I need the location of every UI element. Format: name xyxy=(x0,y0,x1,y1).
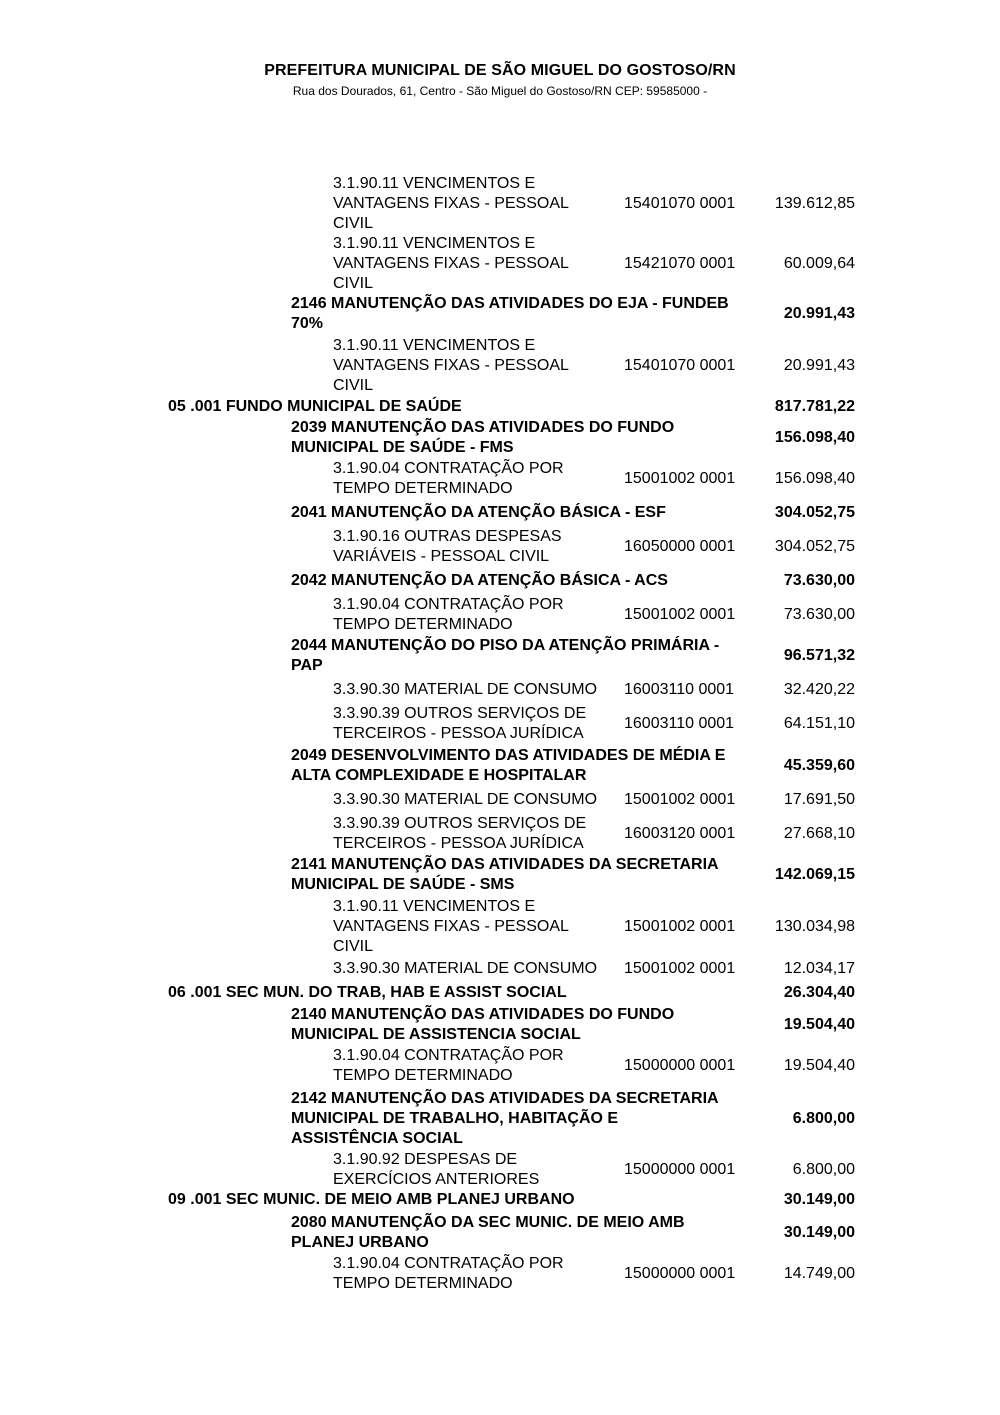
row-description: 3.1.90.04 CONTRATAÇÃO POR TEMPO DETERMINADO xyxy=(333,460,564,497)
expense-row xyxy=(0,790,1000,810)
expense-row xyxy=(0,595,1000,635)
page-title: PREFEITURA MUNICIPAL DE SÃO MIGUEL DO GOSTOSO/RN xyxy=(264,62,736,79)
expense-row xyxy=(0,704,1000,744)
action-row xyxy=(0,746,1000,786)
row-amount: 20.991,43 xyxy=(783,305,855,322)
row-description: 09 .001 SEC MUNIC. DE MEIO AMB PLANEJ URBANO xyxy=(168,1191,575,1208)
row-source: 15401070 0001 xyxy=(624,357,736,374)
expense-row xyxy=(0,459,1000,499)
row-source: 15000000 0001 xyxy=(624,1161,736,1178)
row-amount: 14.749,00 xyxy=(783,1265,855,1282)
row-amount: 156.098,40 xyxy=(774,429,855,446)
expense-row xyxy=(0,336,1000,396)
row-amount: 26.304,40 xyxy=(783,984,855,1001)
row-source: 15001002 0001 xyxy=(624,960,736,977)
row-source: 15001002 0001 xyxy=(624,918,736,935)
row-description: 2049 DESENVOLVIMENTO DAS ATIVIDADES DE MÉDIA E ALTA COMPLEXIDADE E HOSPITALAR xyxy=(291,747,726,784)
row-amount: 45.359,60 xyxy=(783,757,855,774)
row-description: 3.3.90.39 OUTROS SERVIÇOS DE TERCEIROS - PESSOA JURÍDICA xyxy=(333,705,587,742)
expense-row xyxy=(0,1046,1000,1086)
row-description: 06 .001 SEC MUN. DO TRAB, HAB E ASSIST SOCIAL xyxy=(168,984,567,1001)
row-description: 3.1.90.04 CONTRATAÇÃO POR TEMPO DETERMINADO xyxy=(333,596,564,633)
row-description: 2146 MANUTENÇÃO DAS ATIVIDADES DO EJA - FUNDEB 70% xyxy=(291,295,729,332)
row-amount: 20.991,43 xyxy=(783,357,855,374)
expense-row xyxy=(0,527,1000,567)
section-row xyxy=(0,397,1000,417)
row-amount: 304.052,75 xyxy=(774,504,855,521)
section-row xyxy=(0,983,1000,1003)
action-row xyxy=(0,503,1000,523)
row-amount: 73.630,00 xyxy=(783,606,855,623)
row-description: 2141 MANUTENÇÃO DAS ATIVIDADES DA SECRETARIA MUNICIPAL DE SAÚDE - SMS xyxy=(291,856,719,893)
row-amount: 142.069,15 xyxy=(774,866,855,883)
row-amount: 60.009,64 xyxy=(783,255,855,272)
action-row xyxy=(0,1213,1000,1253)
expense-row xyxy=(0,174,1000,234)
row-amount: 17.691,50 xyxy=(783,791,855,808)
action-row xyxy=(0,1005,1000,1045)
header-address: Rua dos Dourados, 61, Centro - São Miguel do Gostoso/RN CEP: 59585000 - xyxy=(292,84,708,98)
row-description: 3.1.90.16 OUTRAS DESPESAS VARIÁVEIS - PESSOAL CIVIL xyxy=(333,528,562,565)
action-row xyxy=(0,418,1000,458)
row-amount: 64.151,10 xyxy=(783,715,855,732)
row-description: 3.3.90.30 MATERIAL DE CONSUMO xyxy=(333,960,598,977)
row-description: 2044 MANUTENÇÃO DO PISO DA ATENÇÃO PRIMÁRIA - PAP xyxy=(291,637,720,674)
row-description: 2142 MANUTENÇÃO DAS ATIVIDADES DA SECRETARIA MUNICIPAL DE TRABALHO, HABITAÇÃO E ASSISTÊNCIA SOCIAL xyxy=(291,1090,719,1147)
expense-row xyxy=(0,234,1000,294)
action-row xyxy=(0,636,1000,676)
row-description: 3.1.90.11 VENCIMENTOS E VANTAGENS FIXAS - PESSOAL CIVIL xyxy=(333,337,569,394)
row-amount: 30.149,00 xyxy=(783,1224,855,1241)
expense-row xyxy=(0,814,1000,854)
row-description: 2042 MANUTENÇÃO DA ATENÇÃO BÁSICA - ACS xyxy=(291,572,668,589)
row-amount: 817.781,22 xyxy=(774,398,855,415)
row-source: 16003120 0001 xyxy=(624,825,736,842)
row-source: 16050000 0001 xyxy=(624,538,736,555)
row-source: 15001002 0001 xyxy=(624,791,736,808)
row-amount: 12.034,17 xyxy=(783,960,855,977)
row-description: 3.3.90.39 OUTROS SERVIÇOS DE TERCEIROS - PESSOA JURÍDICA xyxy=(333,815,587,852)
expense-row xyxy=(0,897,1000,957)
row-amount: 32.420,22 xyxy=(783,681,855,698)
action-row xyxy=(0,1089,1000,1149)
row-source: 15001002 0001 xyxy=(624,606,736,623)
row-description: 3.1.90.11 VENCIMENTOS E VANTAGENS FIXAS - PESSOAL CIVIL xyxy=(333,235,569,292)
expense-row xyxy=(0,1254,1000,1294)
row-description: 05 .001 FUNDO MUNICIPAL DE SAÚDE xyxy=(168,398,462,415)
row-amount: 73.630,00 xyxy=(783,572,855,589)
row-amount: 139.612,85 xyxy=(774,195,855,212)
row-description: 2140 MANUTENÇÃO DAS ATIVIDADES DO FUNDO MUNICIPAL DE ASSISTENCIA SOCIAL xyxy=(291,1006,675,1043)
row-source: 15001002 0001 xyxy=(624,470,736,487)
action-row xyxy=(0,855,1000,895)
row-source: 16003110 0001 xyxy=(624,681,735,698)
section-row xyxy=(0,1190,1000,1210)
row-description: 3.3.90.30 MATERIAL DE CONSUMO xyxy=(333,681,598,698)
row-source: 15401070 0001 xyxy=(624,195,736,212)
row-amount: 96.571,32 xyxy=(783,647,855,664)
row-description: 3.1.90.11 VENCIMENTOS E VANTAGENS FIXAS - PESSOAL CIVIL xyxy=(333,898,569,955)
row-source: 15000000 0001 xyxy=(624,1265,736,1282)
row-description: 3.1.90.11 VENCIMENTOS E VANTAGENS FIXAS - PESSOAL CIVIL xyxy=(333,175,569,232)
row-amount: 19.504,40 xyxy=(783,1016,855,1033)
row-source: 15000000 0001 xyxy=(624,1057,736,1074)
row-amount: 19.504,40 xyxy=(783,1057,855,1074)
expense-row xyxy=(0,959,1000,979)
row-amount: 156.098,40 xyxy=(774,470,855,487)
row-description: 3.1.90.04 CONTRATAÇÃO POR TEMPO DETERMINADO xyxy=(333,1255,564,1292)
row-amount: 130.034,98 xyxy=(774,918,855,935)
action-row xyxy=(0,571,1000,591)
action-row xyxy=(0,294,1000,334)
row-amount: 6.800,00 xyxy=(792,1110,855,1127)
row-description: 2041 MANUTENÇÃO DA ATENÇÃO BÁSICA - ESF xyxy=(291,504,666,521)
row-source: 16003110 0001 xyxy=(624,715,735,732)
row-description: 3.1.90.92 DESPESAS DE EXERCÍCIOS ANTERIORES xyxy=(333,1151,540,1188)
expense-row xyxy=(0,680,1000,700)
row-description: 3.3.90.30 MATERIAL DE CONSUMO xyxy=(333,791,598,808)
row-description: 2039 MANUTENÇÃO DAS ATIVIDADES DO FUNDO MUNICIPAL DE SAÚDE - FMS xyxy=(291,419,675,456)
row-amount: 30.149,00 xyxy=(783,1191,855,1208)
row-amount: 27.668,10 xyxy=(783,825,855,842)
row-source: 15421070 0001 xyxy=(624,255,736,272)
row-amount: 6.800,00 xyxy=(792,1161,855,1178)
expense-row xyxy=(0,1150,1000,1190)
row-description: 2080 MANUTENÇÃO DA SEC MUNIC. DE MEIO AMB PLANEJ URBANO xyxy=(291,1214,685,1251)
row-description: 3.1.90.04 CONTRATAÇÃO POR TEMPO DETERMINADO xyxy=(333,1047,564,1084)
row-amount: 304.052,75 xyxy=(774,538,855,555)
